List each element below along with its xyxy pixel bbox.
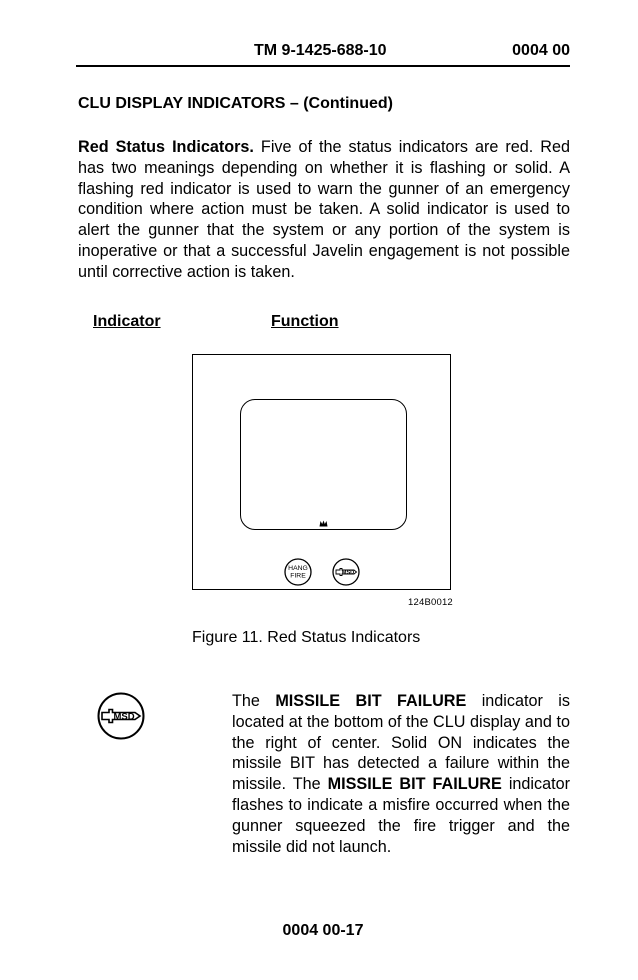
page-number: 0004 00-17 <box>282 922 364 939</box>
missile-bit-failure-icon <box>97 692 145 740</box>
hang-fire-icon <box>284 558 312 586</box>
missile-bit-failure-icon <box>332 558 360 586</box>
desc-part-2: indicator is located at the bottom of the CLU display and to the right of center. Solid ON indicates the missile BIT has detected a failure within the missile. The <box>232 692 570 794</box>
desc-bold-2: MISSILE BIT FAILURE <box>327 775 502 794</box>
hang-fire-label-line1: HANG <box>288 565 308 572</box>
reticle-mark-icon <box>319 520 328 527</box>
tm-number: TM 9-1425-688-10 <box>254 42 387 59</box>
work-package-number: 0004 00 <box>512 42 570 59</box>
page-footer <box>0 922 638 940</box>
header-rule <box>76 65 570 67</box>
function-column-heading: Function <box>271 313 339 330</box>
intro-paragraph <box>78 137 570 283</box>
hang-fire-label-line2: FIRE <box>290 572 306 580</box>
intro-text: Five of the status indicators are red. Red has two meanings depending on whether it is flashing or solid. A flashing red indicator is used to warn the gunner of an emergency condition where action must be taken. A solid indicator is used to alert the gunner that the system or any portion of the system is inoperative or that a successful Javelin engagement is not possible until corrective action is taken. <box>78 138 570 281</box>
missile-bit-label: MSD <box>341 570 355 576</box>
desc-part-1: The <box>232 692 276 710</box>
desc-bold-1: MISSILE BIT FAILURE <box>275 692 467 710</box>
missile-bit-failure-description <box>232 691 570 857</box>
missile-bit-icon-label: MSD <box>113 711 135 723</box>
section-title: CLU DISPLAY INDICATORS – (Continued) <box>78 95 393 112</box>
figure-code: 124B0012 <box>408 597 453 608</box>
clu-display-screen <box>240 399 407 530</box>
figure-caption: Figure 11. Red Status Indicators <box>192 629 421 646</box>
clu-display-figure <box>192 354 451 590</box>
desc-part-3: indicator flashes to indicate a misfire occurred when the gunner squeezed the fire trigger and the missile did not launch. <box>232 775 571 856</box>
indicator-column-heading: Indicator <box>93 313 161 330</box>
intro-lead: Red Status Indicators. <box>78 138 254 156</box>
page-header <box>76 42 570 64</box>
